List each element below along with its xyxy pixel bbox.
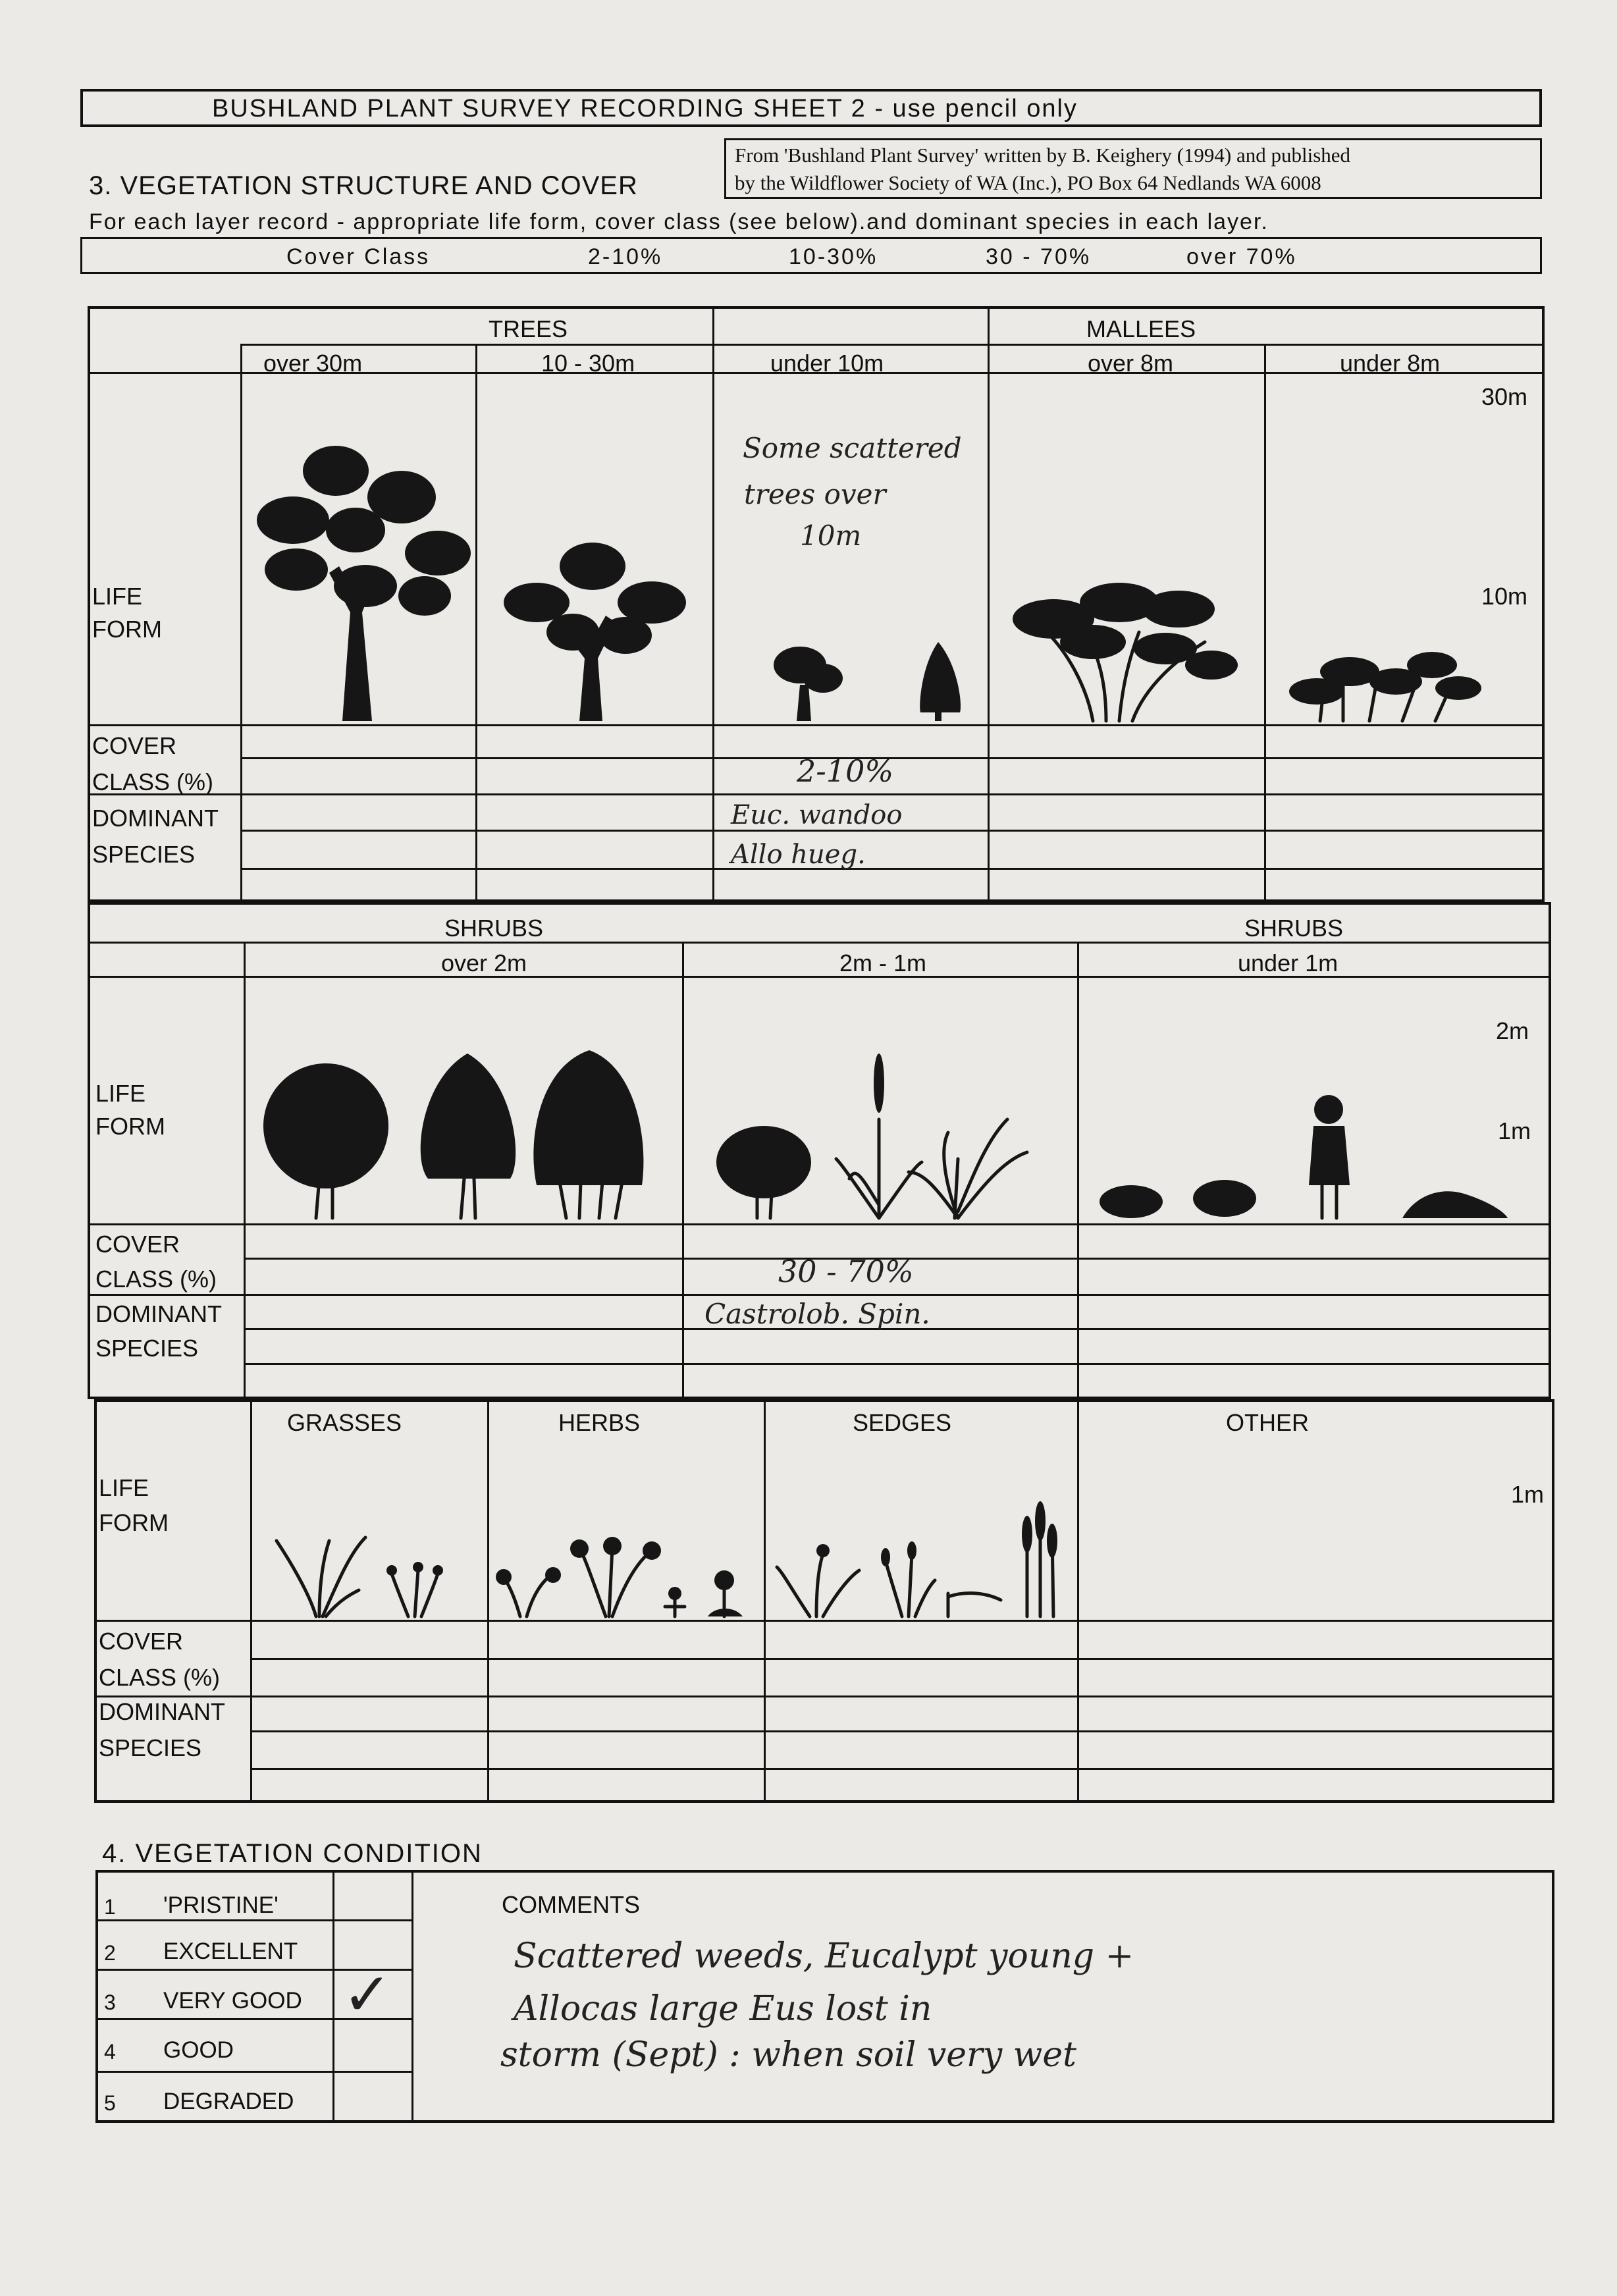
trees-form-label: FORM [92,616,162,643]
condition-label-3: VERY GOOD [163,1988,302,2014]
sedge-icons [777,1501,1057,1616]
shrubs-species-label: SPECIES [95,1335,199,1362]
short-mallee-icon [1289,652,1481,721]
trees-species-label: SPECIES [92,841,196,868]
trees-species-2: Allo hueg. [731,840,866,870]
col-sedges: SEDGES [853,1409,952,1436]
cover-class-label: Cover Class [286,244,431,269]
trees-group-label: TREES [489,315,568,342]
col-over-30m: over 30m [263,350,363,377]
condition-label-1: 'PRISTINE' [163,1892,278,1918]
height-30m: 30m [1481,383,1528,410]
condition-label-4: GOOD [163,2037,234,2063]
comments-label: COMMENTS [502,1891,640,1918]
height-10m: 10m [1481,583,1528,610]
col-2m-1m: 2m - 1m [839,949,927,976]
trees-class-label: CLASS (%) [92,768,214,795]
shrubs-group-label-right: SHRUBS [1244,915,1344,942]
ground-form-label: FORM [99,1509,169,1536]
col-other: OTHER [1226,1409,1309,1436]
small-tree-icon [774,647,843,721]
condition-label-2: EXCELLENT [163,1938,298,1964]
large-shrub-icons [263,1050,643,1218]
condition-num-4: 4 [104,2040,116,2064]
col-over-2m: over 2m [441,949,527,976]
trees-note-line2: trees over [744,478,886,510]
ground-species-label: SPECIES [99,1734,202,1761]
instruction-text: For each layer record - appropriate life form, cover class (see below).and dominant species in each layer. [89,209,1269,234]
trees-cover-label: COVER [92,732,177,759]
tall-tree-icon [257,446,471,721]
shrubs-cover-label: COVER [95,1231,180,1258]
height-1m-ground: 1m [1511,1481,1545,1508]
grass-icons [277,1537,443,1616]
col-herbs: HERBS [558,1409,641,1436]
cover-class-4: over 70% [1186,244,1297,269]
comments-line2: Allocas large Eus lost in [514,1989,932,2029]
cover-class-1: 2-10% [588,244,663,269]
small-shrub-icons [1100,1095,1508,1218]
col-10-30m: 10 - 30m [541,350,635,377]
shrubs-form-label: FORM [95,1113,165,1140]
shrubs-cover-value: 30 - 70% [778,1254,914,1289]
shrubs-dominant-label: DOMINANT [95,1300,222,1327]
ground-class-label: CLASS (%) [99,1664,221,1691]
medium-tree-icon [504,543,686,721]
section3-title: 3. VEGETATION STRUCTURE AND COVER [89,171,638,200]
comments-line1: Scattered weeds, Eucalypt young + [514,1936,1134,1976]
ground-cover-label: COVER [99,1628,184,1655]
trees-note-line3: 10m [800,520,862,552]
shrubs-species: Castrolob. Spin. [704,1298,930,1330]
cover-class-3: 30 - 70% [986,244,1092,269]
col-under-10m: under 10m [770,350,884,377]
conical-tree-icon [920,642,961,721]
condition-label-5: DEGRADED [163,2089,294,2114]
sheet-title: BUSHLAND PLANT SURVEY RECORDING SHEET 2 - use pencil only [212,95,1078,122]
very-good-check-mark: ✓ [342,1960,392,2029]
mallees-group-label: MALLEES [1086,315,1196,342]
cover-class-2: 10-30% [789,244,878,269]
condition-num-3: 3 [104,1990,116,2014]
condition-num-1: 1 [104,1895,116,1919]
shrubs-group-label-left: SHRUBS [444,915,544,942]
herb-icons [496,1537,743,1616]
height-1m-shrubs: 1m [1498,1117,1531,1144]
trees-species-1: Euc. wandoo [731,800,903,830]
citation-line1: From 'Bushland Plant Survey' written by B. Keighery (1994) and published [735,144,1351,167]
trees-cover-value: 2-10% [797,753,894,789]
col-under-1m: under 1m [1238,949,1339,976]
tall-mallee-icon [1013,583,1238,721]
trees-life-label: LIFE [92,583,143,610]
shrubs-class-label: CLASS (%) [95,1266,217,1293]
trees-dominant-label: DOMINANT [92,805,219,832]
ground-dominant-label: DOMINANT [99,1698,225,1725]
col-over-8m: over 8m [1088,350,1174,377]
ground-life-label: LIFE [99,1474,149,1501]
medium-shrub-icons [716,1054,1027,1218]
citation-line2: by the Wildflower Society of WA (Inc.), PO Box 64 Nedlands WA 6008 [735,171,1321,194]
comments-line3: storm (Sept) : when soil very wet [500,2035,1076,2075]
height-2m: 2m [1496,1017,1529,1044]
col-grasses: GRASSES [287,1409,402,1436]
condition-num-2: 2 [104,1941,116,1965]
condition-num-5: 5 [104,2091,116,2115]
trees-note-line1: Some scattered [743,432,962,464]
section4-title: 4. VEGETATION CONDITION [102,1839,483,1868]
col-under-8m: under 8m [1340,350,1441,377]
shrubs-life-label: LIFE [95,1080,146,1107]
